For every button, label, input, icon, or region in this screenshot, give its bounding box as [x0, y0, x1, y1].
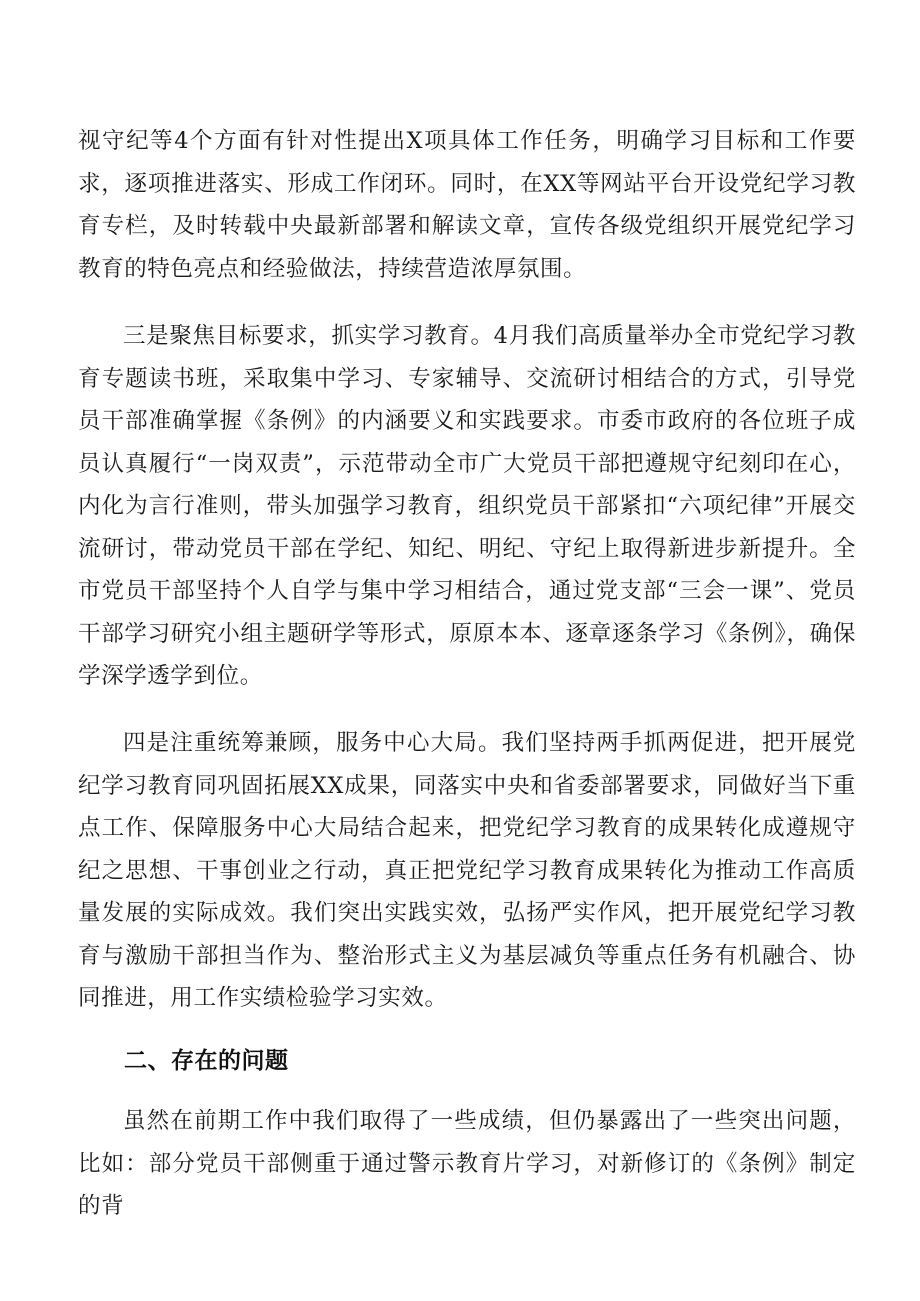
body-paragraph-continuation: 视守纪等4个方面有针对性提出X项具体工作任务，明确学习目标和工作要求，逐项推进落实、形成工作闭环。同时，在XX等网站平台开设党纪学习教育专栏，及时转载中央最新部署和解读文章，宣传各级党组织开展党纪学习教育的特色亮点和经验做法，持续营造浓厚氛围。 [78, 128, 856, 282]
body-paragraph-point-four: 四是注重统筹兼顾，服务中心大局。我们坚持两手抓两促进，把开展党纪学习教育同巩固拓展XX成果，同落实中央和省委部署要求，同做好当下重点工作、保障服务中心大局结合起来，把党纪学习教育的成果转化成遵规守纪之思想、干事创业之行动，真正把党纪学习教育成果转化为推动工作高质量发展的实际成效。我们突出实践实效，弘扬严实作风，把开展党纪学习教育与激励干部担当作为、整治形式主义为基层减负等重点任务有机融合、协同推进，用工作实绩检验学习实效。 [78, 730, 856, 1011]
body-paragraph-point-three: 三是聚焦目标要求，抓实学习教育。4月我们高质量举办全市党纪学习教育专题读书班，采取集中学习、专家辅导、交流研讨相结合的方式，引导党员干部准确掌握《条例》的内涵要义和实践要求。市委市政府的各位班子成员认真履行“一岗双责”，示范带动全市广大党员干部把遵规守纪刻印在心，内化为言行准则，带头加强学习教育，组织党员干部紧扣“六项纪律”开展交流研讨，带动党员干部在学纪、知纪、明纪、守纪上取得新进步新提升。全市党员干部坚持个人自学与集中学习相结合，通过党支部“三会一课”、党员干部学习研究小组主题研学等形式，原原本本、逐章逐条学习《条例》，确保学深学透学到位。 [78, 323, 856, 689]
body-paragraph-problems-intro: 虽然在前期工作中我们取得了一些成绩，但仍暴露出了一些突出问题，比如：部分党员干部侧重于通过警示教育片学习，对新修订的《条例》制定的背 [78, 1108, 856, 1219]
section-heading-problems: 二、存在的问题 [124, 1048, 289, 1074]
